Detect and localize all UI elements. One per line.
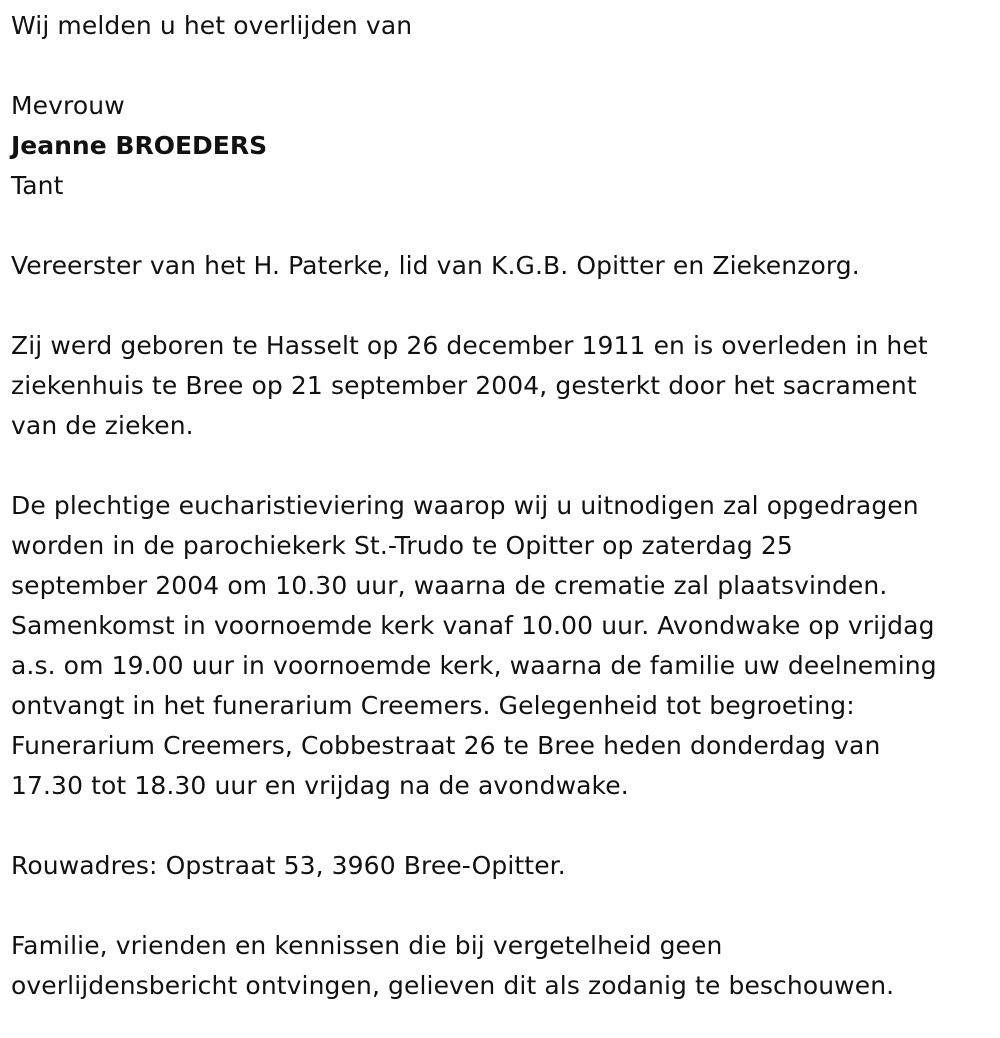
death-notice (11, 6, 991, 1006)
paragraph-line: ziekenhuis te Bree op 21 september 2004, gesterkt door het sacrament (11, 371, 917, 400)
spacer (11, 286, 991, 326)
birth-death-paragraph (11, 326, 991, 446)
paragraph-line: worden in de parochiekerk St.-Trudo te Opitter op zaterdag 25 (11, 531, 793, 560)
paragraph-line: Zij werd geboren te Hasselt op 26 december 1911 en is overleden in het (11, 331, 928, 360)
spacer (11, 806, 991, 846)
closing-paragraph (11, 926, 991, 1006)
paragraph-line: van de zieken. (11, 411, 194, 440)
description: Vereerster van het H. Paterke, lid van K.G.B. Opitter en Ziekenzorg. (11, 251, 860, 280)
ceremony-paragraph (11, 486, 991, 806)
mourning-address: Rouwadres: Opstraat 53, 3960 Bree-Opitter. (11, 851, 566, 880)
honorific: Mevrouw (11, 91, 125, 120)
spacer (11, 886, 991, 926)
spacer (11, 446, 991, 486)
intro-line: Wij melden u het overlijden van (11, 11, 413, 40)
paragraph-line: a.s. om 19.00 uur in voornoemde kerk, waarna de familie uw deelneming (11, 651, 937, 680)
paragraph-line: De plechtige eucharistieviering waarop wij u uitnodigen zal opgedragen (11, 491, 919, 520)
paragraph-line: 17.30 tot 18.30 uur en vrijdag na de avondwake. (11, 771, 629, 800)
paragraph-line: ontvangt in het funerarium Creemers. Gelegenheid tot begroeting: (11, 691, 855, 720)
spacer (11, 46, 991, 86)
paragraph-line: Samenkomst in voornoemde kerk vanaf 10.00 uur. Avondwake op vrijdag (11, 611, 935, 640)
paragraph-line: Familie, vrienden en kennissen die bij vergetelheid geen (11, 931, 723, 960)
paragraph-line: september 2004 om 10.30 uur, waarna de crematie zal plaatsvinden. (11, 571, 888, 600)
paragraph-line: overlijdensbericht ontvingen, gelieven dit als zodanig te beschouwen. (11, 971, 895, 1000)
deceased-name: Jeanne BROEDERS (11, 131, 268, 160)
nickname: Tant (11, 171, 64, 200)
paragraph-line: Funerarium Creemers, Cobbestraat 26 te Bree heden donderdag van (11, 731, 881, 760)
spacer (11, 206, 991, 246)
